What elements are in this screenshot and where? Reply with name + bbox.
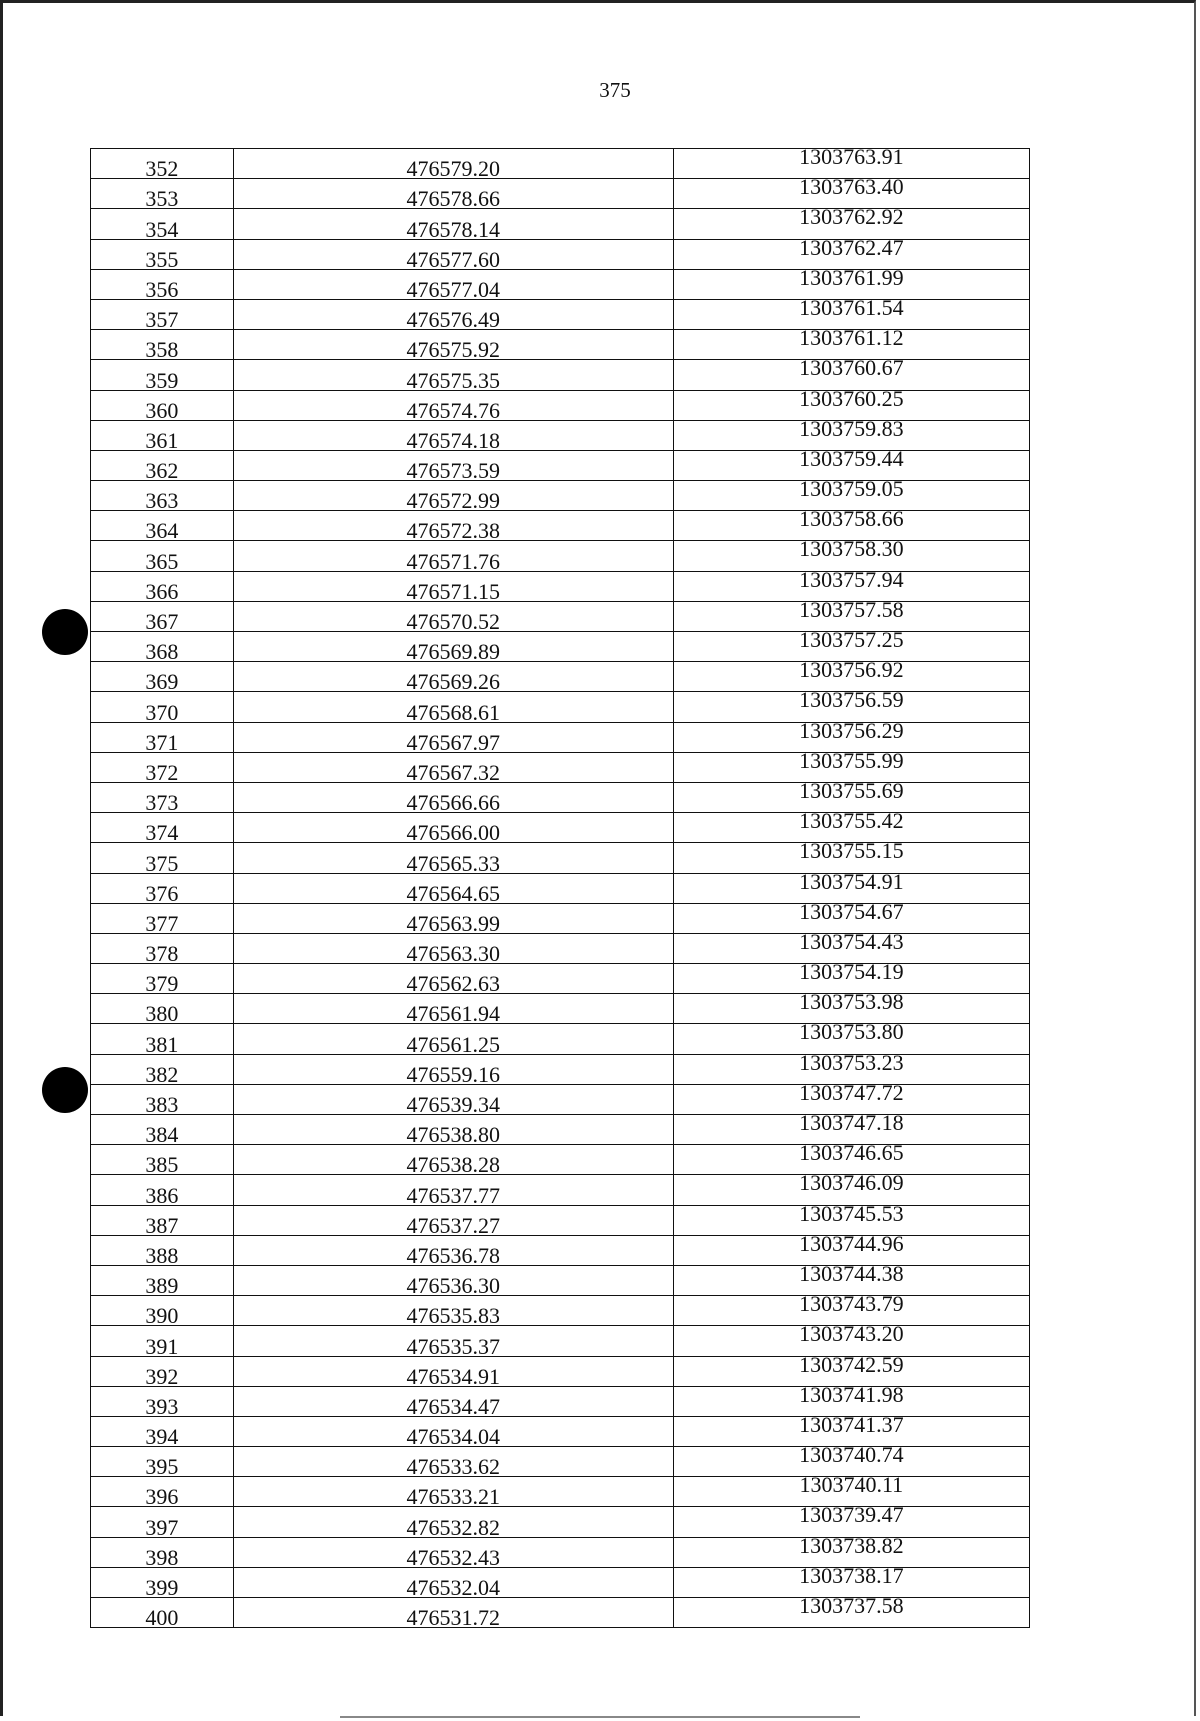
y-coordinate-cell: [673, 1593, 1029, 1628]
point-number-cell: [91, 964, 234, 997]
x-coordinate-cell: [233, 1235, 673, 1268]
point-number-cell: [91, 360, 234, 393]
x-coordinate-value: 476578.66: [406, 186, 500, 212]
point-number-value: 363: [145, 488, 179, 514]
point-number-value: 361: [145, 427, 179, 453]
point-number-cell: [91, 1054, 234, 1087]
x-coordinate-cell: [233, 994, 673, 1027]
x-coordinate-cell: [233, 601, 673, 634]
point-number-value: 393: [145, 1393, 179, 1419]
y-coordinate-value: 1303740.11: [799, 1472, 904, 1498]
point-number-value: 385: [145, 1152, 179, 1178]
point-number-value: 397: [145, 1514, 179, 1540]
x-coordinate-cell: [233, 420, 673, 453]
point-number-value: 364: [145, 518, 179, 544]
x-coordinate-cell: [233, 692, 673, 725]
point-number-value: 369: [145, 669, 179, 695]
point-number-cell: [91, 692, 234, 725]
x-coordinate-cell: [233, 1477, 673, 1510]
point-number-value: 359: [145, 367, 179, 393]
point-number-cell: [91, 420, 234, 453]
y-coordinate-value: 1303761.54: [799, 294, 904, 320]
point-number-value: 373: [145, 790, 179, 816]
y-coordinate-value: 1303753.23: [799, 1049, 904, 1075]
x-coordinate-value: 476536.30: [406, 1273, 500, 1299]
point-number-value: 391: [145, 1333, 179, 1359]
point-number-cell: [91, 843, 234, 876]
point-number-cell: [91, 1477, 234, 1510]
x-coordinate-cell: [233, 1447, 673, 1480]
x-coordinate-cell: [233, 299, 673, 333]
y-coordinate-value: 1303761.12: [799, 325, 904, 351]
point-number-cell: [91, 1145, 234, 1178]
point-number-value: 355: [145, 246, 179, 272]
point-number-cell: [91, 1175, 234, 1208]
point-number-cell: [91, 601, 234, 634]
x-coordinate-value: 476579.20: [406, 156, 500, 182]
x-coordinate-cell: [233, 662, 673, 695]
x-coordinate-value: 476563.30: [406, 941, 500, 967]
x-coordinate-cell: [233, 571, 673, 604]
point-number-cell: [91, 209, 234, 242]
point-number-value: 366: [145, 578, 179, 604]
y-coordinate-value: 1303755.69: [799, 777, 904, 803]
point-number-value: 365: [145, 548, 179, 574]
x-coordinate-cell: [233, 843, 673, 876]
point-number-value: 388: [145, 1242, 179, 1268]
point-number-cell: [91, 481, 234, 514]
x-coordinate-cell: [233, 1084, 673, 1117]
x-coordinate-value: 476533.21: [406, 1484, 500, 1510]
point-number-cell: [91, 1507, 234, 1540]
x-coordinate-cell: [233, 239, 673, 272]
x-coordinate-value: 476575.92: [406, 337, 500, 363]
x-coordinate-value: 476535.37: [406, 1333, 500, 1359]
punch-hole: [42, 609, 88, 655]
x-coordinate-value: 476538.28: [406, 1152, 500, 1178]
x-coordinate-value: 476572.38: [406, 518, 500, 544]
point-number-value: 376: [145, 880, 179, 906]
point-number-cell: [91, 239, 234, 272]
x-coordinate-value: 476574.18: [406, 427, 500, 453]
y-coordinate-value: 1303740.74: [799, 1442, 904, 1468]
y-coordinate-value: 1303739.47: [799, 1502, 904, 1528]
x-coordinate-value: 476562.63: [406, 971, 500, 997]
y-coordinate-value: 1303738.17: [799, 1562, 904, 1588]
x-coordinate-value: 476568.61: [406, 699, 500, 725]
y-coordinate-value: 1303756.92: [799, 657, 904, 683]
x-coordinate-cell: [233, 149, 673, 182]
x-coordinate-value: 476532.43: [406, 1544, 500, 1570]
y-coordinate-value: 1303747.72: [799, 1079, 904, 1105]
y-coordinate-value: 1303754.19: [799, 959, 904, 985]
x-coordinate-value: 476566.66: [406, 790, 500, 816]
x-coordinate-cell: [233, 179, 673, 212]
page-bottom-edge: [340, 1716, 860, 1718]
y-coordinate-value: 1303760.25: [799, 385, 904, 411]
point-number-value: 362: [145, 458, 179, 484]
x-coordinate-value: 476578.14: [406, 216, 500, 242]
x-coordinate-value: 476559.16: [406, 1061, 500, 1087]
x-coordinate-cell: [233, 269, 673, 302]
point-number-cell: [91, 1386, 234, 1419]
x-coordinate-value: 476539.34: [406, 1092, 500, 1117]
point-number-cell: [91, 1084, 234, 1117]
x-coordinate-value: 476534.47: [406, 1393, 500, 1419]
point-number-cell: [91, 1567, 234, 1600]
point-number-cell: [91, 1326, 234, 1359]
x-coordinate-value: 476577.04: [406, 276, 500, 302]
point-number-cell: [91, 511, 234, 544]
point-number-cell: [91, 1296, 234, 1329]
page-number: 375: [599, 78, 631, 102]
x-coordinate-cell: [233, 450, 673, 484]
point-number-value: 368: [145, 639, 179, 665]
x-coordinate-value: 476535.83: [406, 1303, 500, 1329]
y-coordinate-value: 1303758.66: [799, 506, 904, 532]
point-number-cell: [91, 1265, 234, 1299]
point-number-cell: [91, 541, 234, 574]
point-number-value: 353: [145, 186, 179, 212]
point-number-value: 380: [145, 1001, 179, 1027]
point-number-value: 375: [145, 850, 179, 876]
point-number-cell: [91, 903, 234, 936]
coordinates-table: [90, 144, 1030, 1631]
x-coordinate-value: 476566.00: [406, 820, 500, 846]
point-number-cell: [91, 149, 234, 182]
x-coordinate-value: 476571.76: [406, 548, 500, 574]
point-number-value: 378: [145, 941, 179, 967]
y-coordinate-value: 1303743.79: [799, 1291, 904, 1317]
point-number-value: 396: [145, 1484, 179, 1510]
point-number-cell: [91, 1537, 234, 1570]
y-coordinate-value: 1303761.99: [799, 264, 904, 290]
x-coordinate-cell: [233, 903, 673, 936]
y-coordinate-value: 1303754.91: [799, 868, 904, 894]
x-coordinate-cell: [233, 1326, 673, 1359]
point-number-cell: [91, 330, 234, 363]
y-coordinate-value: 1303747.18: [799, 1110, 904, 1135]
x-coordinate-value: 476569.89: [406, 639, 500, 665]
point-number-value: 398: [145, 1544, 179, 1570]
point-number-value: 389: [145, 1273, 179, 1299]
y-coordinate-value: 1303741.37: [799, 1411, 904, 1437]
x-coordinate-value: 476561.25: [406, 1031, 500, 1057]
y-coordinate-value: 1303754.43: [799, 928, 904, 954]
x-coordinate-cell: [233, 632, 673, 665]
y-coordinate-value: 1303753.98: [799, 989, 904, 1015]
x-coordinate-value: 476569.26: [406, 669, 500, 695]
x-coordinate-cell: [233, 541, 673, 574]
point-number-cell: [91, 571, 234, 604]
point-number-value: 382: [145, 1061, 179, 1087]
x-coordinate-cell: [233, 481, 673, 514]
point-number-cell: [91, 390, 234, 423]
y-coordinate-value: 1303759.05: [799, 476, 904, 502]
y-coordinate-value: 1303746.09: [799, 1170, 904, 1196]
x-coordinate-value: 476561.94: [406, 1001, 500, 1027]
point-number-value: 360: [145, 397, 179, 423]
x-coordinate-value: 476536.78: [406, 1242, 500, 1268]
x-coordinate-value: 476573.59: [406, 458, 500, 484]
x-coordinate-cell: [233, 209, 673, 242]
x-coordinate-value: 476534.91: [406, 1363, 500, 1389]
y-coordinate-value: 1303755.99: [799, 747, 904, 773]
x-coordinate-cell: [233, 1265, 673, 1299]
point-number-cell: [91, 269, 234, 302]
x-coordinate-value: 476570.52: [406, 609, 500, 634]
point-number-value: 377: [145, 910, 179, 936]
point-number-value: 358: [145, 337, 179, 363]
x-coordinate-cell: [233, 813, 673, 846]
y-coordinate-value: 1303742.59: [799, 1351, 904, 1377]
x-coordinate-value: 476576.49: [406, 307, 500, 333]
point-number-cell: [91, 873, 234, 906]
point-number-cell: [91, 813, 234, 846]
x-coordinate-value: 476533.62: [406, 1454, 500, 1480]
point-number-value: 394: [145, 1424, 179, 1450]
y-coordinate-value: 1303757.58: [799, 596, 904, 622]
y-coordinate-value: 1303762.92: [799, 204, 904, 230]
x-coordinate-cell: [233, 752, 673, 785]
x-coordinate-value: 476577.60: [406, 246, 500, 272]
point-number-cell: [91, 752, 234, 785]
point-number-cell: [91, 1447, 234, 1480]
y-coordinate-value: 1303755.42: [799, 808, 904, 834]
x-coordinate-cell: [233, 1115, 673, 1148]
point-number-cell: [91, 1356, 234, 1389]
y-coordinate-value: 1303759.83: [799, 415, 904, 441]
x-coordinate-cell: [233, 1205, 673, 1238]
x-coordinate-cell: [233, 1145, 673, 1178]
y-coordinate-value: 1303737.58: [799, 1593, 904, 1618]
point-number-value: 371: [145, 729, 179, 755]
x-coordinate-value: 476531.72: [406, 1605, 500, 1631]
point-number-cell: [91, 179, 234, 212]
x-coordinate-cell: [233, 1416, 673, 1450]
point-number-value: 356: [145, 276, 179, 302]
y-coordinate-value: 1303741.98: [799, 1381, 904, 1407]
x-coordinate-cell: [233, 1537, 673, 1570]
point-number-value: 357: [145, 307, 179, 333]
y-coordinate-value: 1303763.91: [799, 144, 904, 169]
y-coordinate-value: 1303743.20: [799, 1321, 904, 1347]
y-coordinate-value: 1303758.30: [799, 536, 904, 562]
x-coordinate-cell: [233, 1356, 673, 1389]
point-number-cell: [91, 450, 234, 484]
point-number-value: 399: [145, 1575, 179, 1600]
point-number-value: 367: [145, 609, 179, 634]
x-coordinate-value: 476571.15: [406, 578, 500, 604]
point-number-cell: [91, 933, 234, 967]
y-coordinate-value: 1303757.94: [799, 566, 904, 592]
x-coordinate-cell: [233, 1296, 673, 1329]
x-coordinate-value: 476538.80: [406, 1122, 500, 1148]
x-coordinate-value: 476567.32: [406, 759, 500, 785]
point-number-value: 354: [145, 216, 179, 242]
x-coordinate-cell: [233, 964, 673, 997]
point-number-value: 392: [145, 1363, 179, 1389]
y-coordinate-value: 1303756.59: [799, 687, 904, 713]
point-number-value: 386: [145, 1182, 179, 1208]
x-coordinate-value: 476575.35: [406, 367, 500, 393]
x-coordinate-value: 476532.82: [406, 1514, 500, 1540]
x-coordinate-cell: [233, 1175, 673, 1208]
x-coordinate-value: 476532.04: [406, 1575, 500, 1600]
point-number-cell: [91, 722, 234, 755]
point-number-cell: [91, 1235, 234, 1268]
point-number-value: 370: [145, 699, 179, 725]
point-number-value: 352: [145, 156, 179, 182]
point-number-cell: [91, 782, 234, 816]
punch-hole: [42, 1067, 88, 1113]
table-row: [91, 1598, 1030, 1628]
x-coordinate-value: 476574.76: [406, 397, 500, 423]
point-number-value: 384: [145, 1122, 179, 1148]
point-number-cell: [91, 1416, 234, 1450]
x-coordinate-value: 476565.33: [406, 850, 500, 876]
x-coordinate-cell: [233, 873, 673, 906]
x-coordinate-cell: [233, 511, 673, 544]
x-coordinate-cell: [233, 360, 673, 393]
x-coordinate-value: 476567.97: [406, 729, 500, 755]
point-number-value: 390: [145, 1303, 179, 1329]
point-number-cell: [91, 1024, 234, 1057]
y-coordinate-value: 1303757.25: [799, 627, 904, 652]
point-number-value: 372: [145, 759, 179, 785]
y-coordinate-value: 1303753.80: [799, 1019, 904, 1045]
x-coordinate-value: 476564.65: [406, 880, 500, 906]
point-number-cell: [91, 1598, 234, 1631]
point-number-value: 395: [145, 1454, 179, 1480]
y-coordinate-value: 1303738.82: [799, 1532, 904, 1558]
point-number-value: 400: [145, 1605, 179, 1631]
y-coordinate-value: 1303745.53: [799, 1200, 904, 1226]
x-coordinate-value: 476537.27: [406, 1212, 500, 1238]
y-coordinate-value: 1303746.65: [799, 1140, 904, 1166]
point-number-value: 379: [145, 971, 179, 997]
point-number-value: 383: [145, 1092, 179, 1117]
point-number-cell: [91, 994, 234, 1027]
x-coordinate-cell: [233, 1054, 673, 1087]
x-coordinate-value: 476572.99: [406, 488, 500, 514]
point-number-value: 381: [145, 1031, 179, 1057]
x-coordinate-cell: [233, 1024, 673, 1057]
coordinates-table-body: [91, 144, 1030, 1631]
x-coordinate-cell: [233, 722, 673, 755]
point-number-cell: [91, 1115, 234, 1148]
y-coordinate-value: 1303763.40: [799, 174, 904, 200]
x-coordinate-cell: [233, 330, 673, 363]
y-coordinate-value: 1303760.67: [799, 355, 904, 381]
x-coordinate-cell: [233, 782, 673, 816]
point-number-value: 387: [145, 1212, 179, 1238]
y-coordinate-value: 1303754.67: [799, 898, 904, 924]
y-coordinate-value: 1303759.44: [799, 445, 904, 471]
y-coordinate-value: 1303762.47: [799, 234, 904, 260]
x-coordinate-cell: [233, 933, 673, 967]
x-coordinate-cell: [233, 1386, 673, 1419]
x-coordinate-cell: [233, 1567, 673, 1600]
y-coordinate-value: 1303744.96: [799, 1230, 904, 1256]
y-coordinate-value: 1303756.29: [799, 717, 904, 743]
y-coordinate-value: 1303755.15: [799, 838, 904, 864]
point-number-cell: [91, 662, 234, 695]
x-coordinate-value: 476534.04: [406, 1424, 500, 1450]
y-coordinate-value: 1303744.38: [799, 1260, 904, 1286]
point-number-cell: [91, 632, 234, 665]
point-number-cell: [91, 299, 234, 333]
point-number-cell: [91, 1205, 234, 1238]
point-number-value: 374: [145, 820, 179, 846]
x-coordinate-cell: [233, 1507, 673, 1540]
x-coordinate-value: 476563.99: [406, 910, 500, 936]
x-coordinate-value: 476537.77: [406, 1182, 500, 1208]
x-coordinate-cell: [233, 1598, 673, 1631]
x-coordinate-cell: [233, 390, 673, 423]
